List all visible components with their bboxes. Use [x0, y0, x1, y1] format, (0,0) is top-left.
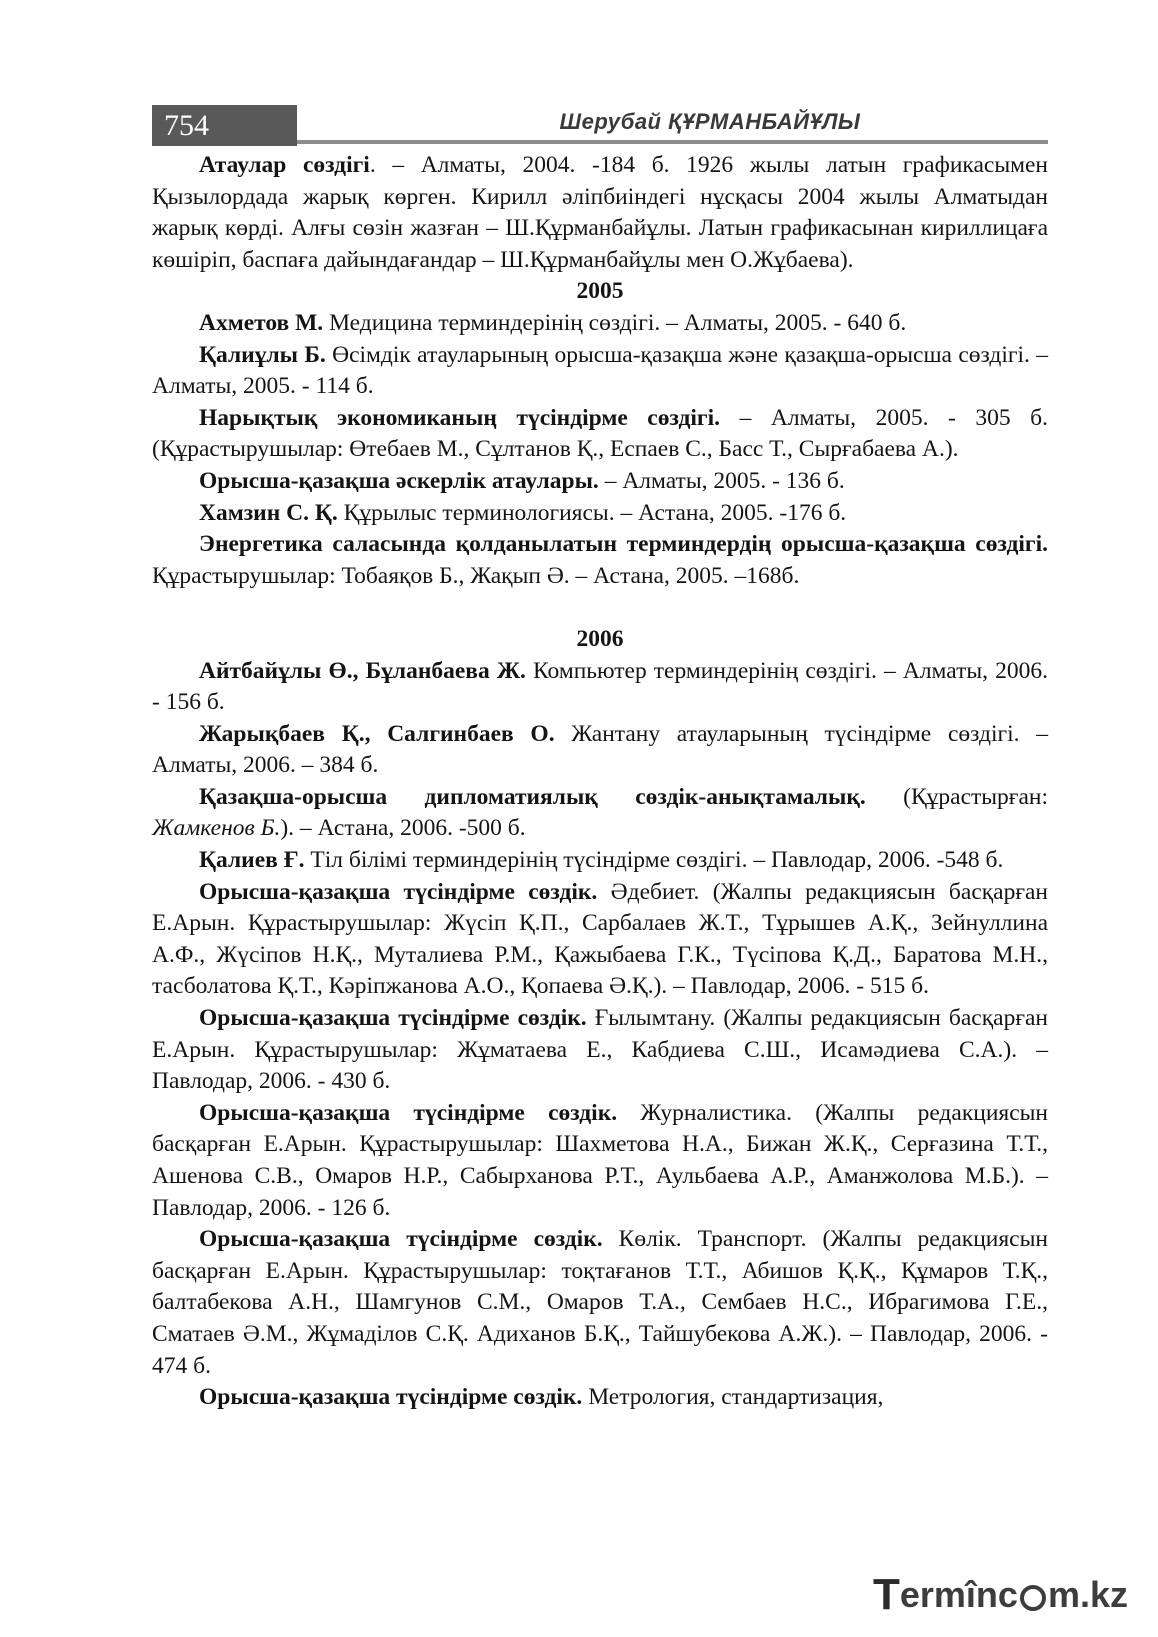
entry-title: Нарықтық экономиканың түсіндірме сөздігі. [199, 404, 721, 431]
entry-title: Жарықбаев Қ., Салгинбаев О. [199, 720, 555, 747]
bibliography-entry [152, 1098, 1048, 1224]
entry-details: Әдебиет. (Жалпы редакциясын басқарған Е.Арын. Құрастырушылар: Жүсіп Қ.П., Сарбалаев Ж.Т., Тұрышев А.Қ., Зейнуллина А.Ф., Жүсіпов Н.Қ., Муталиева Р.М., Қажыбаева Г.К., Түсіпова Қ.Д., Баратова М.Н., тасболатова Қ.Т., Кәріпжанова А.О., Қопаева Ә.Қ.). – Павлодар, 2006. - 515 б. [152, 878, 1048, 1000]
blank-line [152, 592, 1048, 624]
bibliography-entry [152, 308, 1048, 340]
entry-title: Қалиұлы Б. [199, 341, 326, 368]
bibliography-entry [152, 150, 1048, 276]
bibliography-entry [152, 845, 1048, 877]
watermark-o-icon [1020, 1585, 1046, 1611]
entry-details: Ғылымтану. (Жалпы редакциясын басқарған Е.Арын. Құрастырушылар: Жұматаева Е., Кабдиева С.Ш., Исамәдиева С.А.). – Павлодар, 2006. - 430 б. [152, 1005, 1048, 1095]
watermark-domain: m.kz [1047, 1574, 1128, 1615]
entry-title: Ахметов М. [199, 309, 324, 336]
bibliography-entry [152, 466, 1048, 498]
entry-title: Орысша-қазақша әскерлік атаулары. [199, 467, 599, 494]
bibliography-entry [152, 656, 1048, 719]
entry-details: Өсімдік атауларының орысша-қазақша және қазақша-орысша сөздігі. – Алматы, 2005. - 114 б. [152, 341, 1048, 400]
entry-title: Хамзин С. Қ. [199, 499, 338, 526]
entry-title: Орысша-қазақша түсіндірме сөздік. [199, 1384, 583, 1411]
entry-details-end: ). – Астана, 2006. -500 б. [280, 815, 526, 842]
year-heading: 2006 [576, 625, 624, 652]
entry-details: Жантану атауларының түсіндірме сөздігі. – Алматы, 2006. – 384 б. [152, 720, 1048, 779]
entry-details: Тіл білімі терминдерінің түсіндірме сөздігі. – Павлодар, 2006. -548 б. [304, 847, 1004, 874]
year-heading: 2005 [576, 278, 624, 305]
entry-details: (Құрастырған: [865, 783, 1048, 810]
entry-details: Журналистика. (Жалпы редакциясын басқарған Е.Арын. Құрастырушылар: Шахметова Н.А., Бижан Ж.Қ., Серғазина Т.Т., Ашенова С.В., Омаров Н.Р., Сабырханова Р.Т., Аульбаева А.Р., Аманжолова М.Б.). – Павлодар, 2006. - 126 б. [152, 1099, 1048, 1221]
page-number: 754 [152, 105, 297, 146]
bibliography-entry [152, 340, 1048, 403]
entry-details: Медицина терминдерінің сөздігі. – Алматы, 2005. - 640 б. [323, 309, 907, 336]
bibliography-entry [152, 782, 1048, 845]
watermark-text: ermînc [899, 1574, 1018, 1615]
entry-title: Айтбайұлы Ө., Бұланбаева Ж. [199, 657, 526, 684]
page-body [152, 150, 1048, 1414]
watermark-logo [873, 1570, 1128, 1619]
entry-details: Компьютер терминдерінің сөздігі. – Алматы, 2006. - 156 б. [152, 657, 1048, 716]
bibliography-entry [152, 719, 1048, 782]
entry-title: Қазақша-орысша дипломатиялық сөздік-анықтамалық. [199, 783, 866, 810]
entry-details: Құрылыс терминологиясы. – Астана, 2005. -176 б. [337, 499, 847, 526]
entry-title: Орысша-қазақша түсіндірме сөздік. [199, 878, 598, 905]
entry-title: Орысша-қазақша түсіндірме сөздік. [199, 1099, 618, 1126]
entry-title: Қалиев Ғ. [199, 847, 305, 874]
entry-details: Құрастырушылар: Тобаяқов Б., Жақып Ә. – Астана, 2005. –168б. [152, 562, 800, 589]
bibliography-entry [152, 529, 1048, 592]
entry-details: Көлік. Транспорт. (Жалпы редакциясын басқарған Е.Арын. Құрастырушылар: тоқтағанов Т.Т., Абишов Қ.Қ., Құмаров Т.Қ., балтабекова А.Н., Шамгунов С.М., Омаров Т.А., Сембаев Н.С., Ибрагимова Г.Е., Сматаев Ә.М., Жұмаділов С.Қ. Адиханов Б.Қ., Тайшубекова А.Ж.). – Павлодар, 2006. - 474 б. [152, 1226, 1048, 1379]
entry-title: Орысша-қазақша түсіндірме сөздік. [199, 1226, 603, 1253]
entry-title: Атаулар сөздігі [199, 152, 370, 178]
bibliography-entry [152, 1382, 1048, 1414]
entry-details: – Алматы, 2005. - 305 б. (Құрастырушылар: Өтебаев М., Сұлтанов Қ., Еспаев С., Басс Т., Сырғабаева А.). [152, 404, 1049, 463]
entry-details: – Алматы, 2005. - 136 б. [598, 467, 845, 494]
bibliography-entry [152, 403, 1048, 466]
entry-compiler: Жамкенов Б. [152, 815, 281, 842]
entry-title: Орысша-қазақша түсіндірме сөздік. [199, 1005, 587, 1032]
entry-details: . – Алматы, 2004. -184 б. 1926 жылы латын графикасымен Қызылордада жарық көрген. Кирилл әліпбиіндегі нұсқасы 2004 жылы Алматыдан жарық көрді. Алғы сөзін жазған – Ш.Құрманбайұлы. Латын графикасынан кириллицаға көшіріп, баспаға дайындағандар – Ш.Құрманбайұлы мен О.Жұбаева). [152, 152, 1048, 273]
running-head: Шерубай ҚҰРМАНБАЙҰЛЫ [559, 109, 861, 134]
entry-details: Метрология, стандартизация, [582, 1384, 884, 1411]
bibliography-entry [152, 1224, 1048, 1382]
bibliography-entry [152, 877, 1048, 1003]
bibliography-entry [152, 1003, 1048, 1098]
header-rule [297, 140, 1048, 144]
bibliography-entry [152, 498, 1048, 530]
entry-title: Энергетика саласында қолданылатын терминдердің орысша-қазақша сөздігі. [199, 531, 1048, 558]
watermark-letter: T [873, 1570, 900, 1619]
